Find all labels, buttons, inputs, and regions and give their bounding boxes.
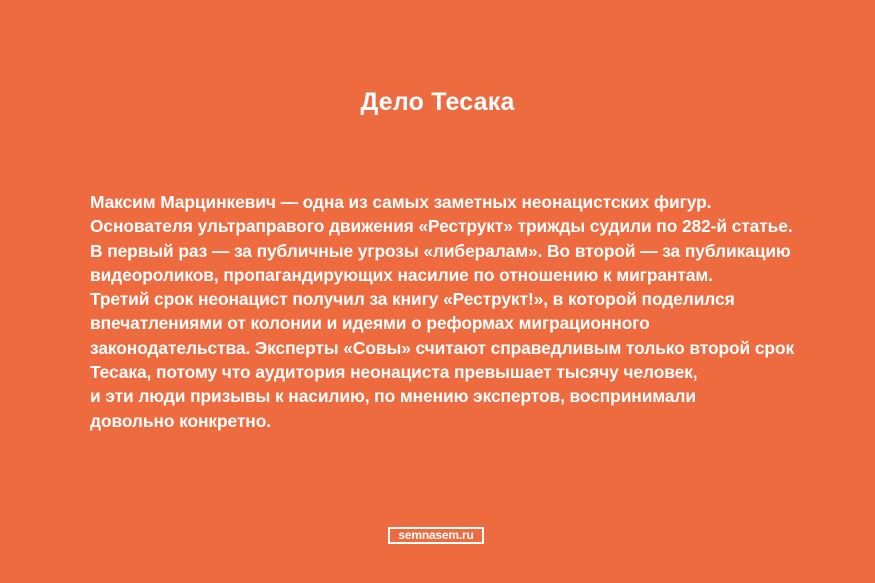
page-title: Дело Тесака — [360, 88, 515, 116]
paragraph-line: довольно конкретно. — [90, 410, 271, 431]
paragraph-line: Основателя ультраправого движения «Реструкт» трижды судили по 282-й статье. — [90, 216, 793, 237]
paragraph-line: видеороликов, пропагандирующих насилие по отношению к мигрантам. — [90, 264, 713, 285]
paragraph-line: и эти люди призывы к насилию, по мнению экспертов, воспринимали — [90, 386, 696, 407]
paragraph-line: Тесака, потому что аудитория неонациста превышает тысячу человек, — [90, 362, 698, 383]
paragraph-line: В первый раз — за публичные угрозы «либералам». Во второй — за публикацию — [90, 240, 791, 261]
paragraph-line: впечатлениями от колонии и идеями о реформах миграционного — [90, 313, 650, 334]
paragraph-line: законодательства. Эксперты «Совы» считают справедливым только второй срок — [90, 337, 795, 358]
paragraph-line: Максим Марцинкевич — одна из самых заметных неонацистских фигур. — [90, 192, 712, 212]
body-paragraph — [90, 190, 830, 433]
paragraph-line: Третий срок неонацист получил за книгу «Реструкт!», в которой поделился — [90, 289, 735, 310]
source-badge: semnasem.ru — [388, 527, 484, 544]
